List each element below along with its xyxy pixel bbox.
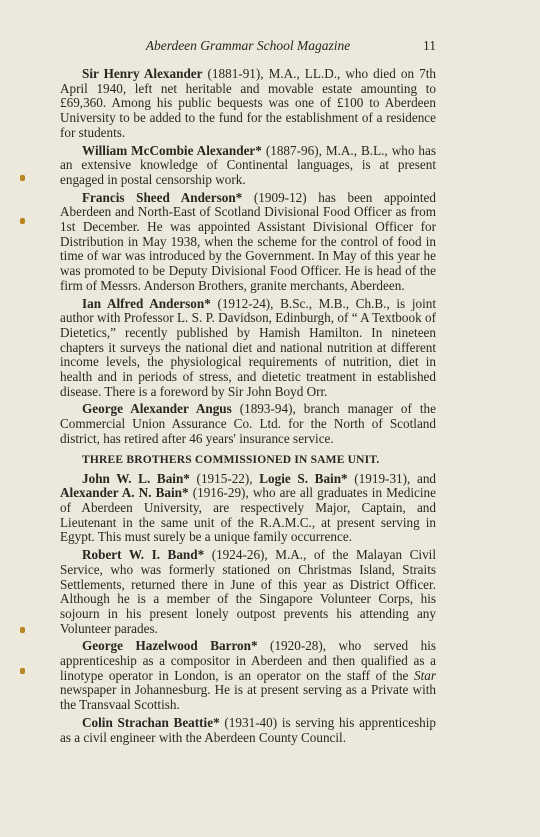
entry-text: newspaper in Johannesburg. He is at present serving as a Private with the Transvaal Scottish. — [60, 682, 436, 713]
entry-paragraph — [60, 472, 436, 546]
person-name: John W. L. Bain* — [82, 470, 190, 486]
person-name: George Hazelwood Barron* — [82, 638, 258, 654]
entry-text: (1887-96), M.A., B.L., who has an extensive knowledge of Continental languages, is at present engaged in postal censorship work. — [60, 142, 436, 187]
entry-text: (1881-91), M.A., LL.D., who died on 7th April 1940, left net heritable and movable estate amounting to £69,360. Among his public bequests was one of £100 to Aberdeen University to be added to the fund for the establishment of a residence for students. — [60, 66, 436, 140]
section-heading: THREE BROTHERS COMMISSIONED IN SAME UNIT. — [82, 453, 380, 466]
margin-mark — [20, 175, 25, 181]
entry-paragraph — [60, 548, 436, 636]
entry-paragraph — [60, 67, 436, 141]
running-title: Aberdeen Grammar School Magazine — [145, 38, 351, 53]
article-body — [60, 67, 436, 748]
entry-text: (1931-40) is serving his apprenticeship as a civil engineer with the Aberdeen County Council. — [60, 714, 436, 745]
entry-paragraph — [60, 144, 436, 188]
person-name: William McCombie Alexander* — [82, 142, 262, 158]
person-name: Robert W. I. Band* — [82, 547, 205, 563]
person-name: Francis Sheed Anderson* — [82, 189, 243, 205]
entry-text: (1893-94), branch manager of the Commercial Union Assurance Co. Ltd. for the North of Scotland district, has retired after 46 years' insurance service. — [60, 401, 436, 446]
margin-mark — [20, 668, 25, 674]
entry-text: (1919-31), and — [347, 470, 437, 486]
person-name: George Alexander Angus — [82, 401, 232, 417]
person-name: Colin Strachan Beattie* — [82, 714, 220, 730]
page-number: 11 — [423, 38, 436, 53]
entry-text: (1920-28), who served his apprenticeship as a compositor in Aberdeen and then qualified as a linotype operator in London, is an operator on the staff of the — [60, 638, 437, 683]
margin-mark — [20, 218, 25, 224]
person-name: Ian Alfred Anderson* — [82, 295, 211, 311]
newspaper-title: Star — [414, 667, 436, 683]
entry-text: (1916-29), who are all graduates in Medicine of Aberdeen University, are respectively Major, Captain, and Lieutenant in the same unit of the R.A.M.C., at present serving in Egypt. This must surely be a unique family occurrence. — [60, 485, 436, 545]
margin-mark — [20, 627, 25, 633]
entry-paragraph — [60, 402, 436, 446]
entry-text: (1909-12) has been appointed Aberdeen and North-East of Scotland Divisional Food Officer as from 1st December. He was appointed Assistant Divisional Officer for Distribution in May 1938, when the scheme for the control of food in time of war was introduced by the Government. In May of this year he was promoted to be Deputy Divisional Food Officer. He is head of the firm of Messrs. Anderson Brothers, granite merchants, Aberdeen. — [60, 189, 436, 293]
entry-paragraph — [60, 639, 436, 713]
entry-paragraph — [60, 191, 436, 294]
person-name: Alexander A. N. Bain* — [60, 485, 189, 501]
entry-text: (1915-22), — [189, 470, 260, 486]
entry-paragraph — [60, 716, 436, 745]
person-name: Logie S. Bain* — [259, 470, 348, 486]
page-header — [60, 38, 436, 56]
entry-paragraph — [60, 297, 436, 400]
entry-text: (1912-24), B.Sc., M.B., Ch.B., is joint author with Professor L. S. P. Davidson, Edinburgh, of “ A Textbook of Dietetics,” recently published by Hamish Hamilton. In nineteen chapters it surveys the national diet and national nutrition at different income levels, the physiological requirements of nutrition, diet in health and in periods of stress, and dietetic treatment in established disease. There is a foreword by Sir John Boyd Orr. — [60, 295, 436, 399]
person-name: Sir Henry Alexander — [82, 66, 203, 81]
entry-text: (1924-26), M.A., of the Malayan Civil Service, who was formerly stationed on Christmas Island, Straits Settlements, returned there in June of this year as District Officer. Although he is a member of the Singapore Volunteer Corps, his sojourn in his present lonely outpost prevents his attending any Volunteer parades. — [60, 547, 436, 636]
